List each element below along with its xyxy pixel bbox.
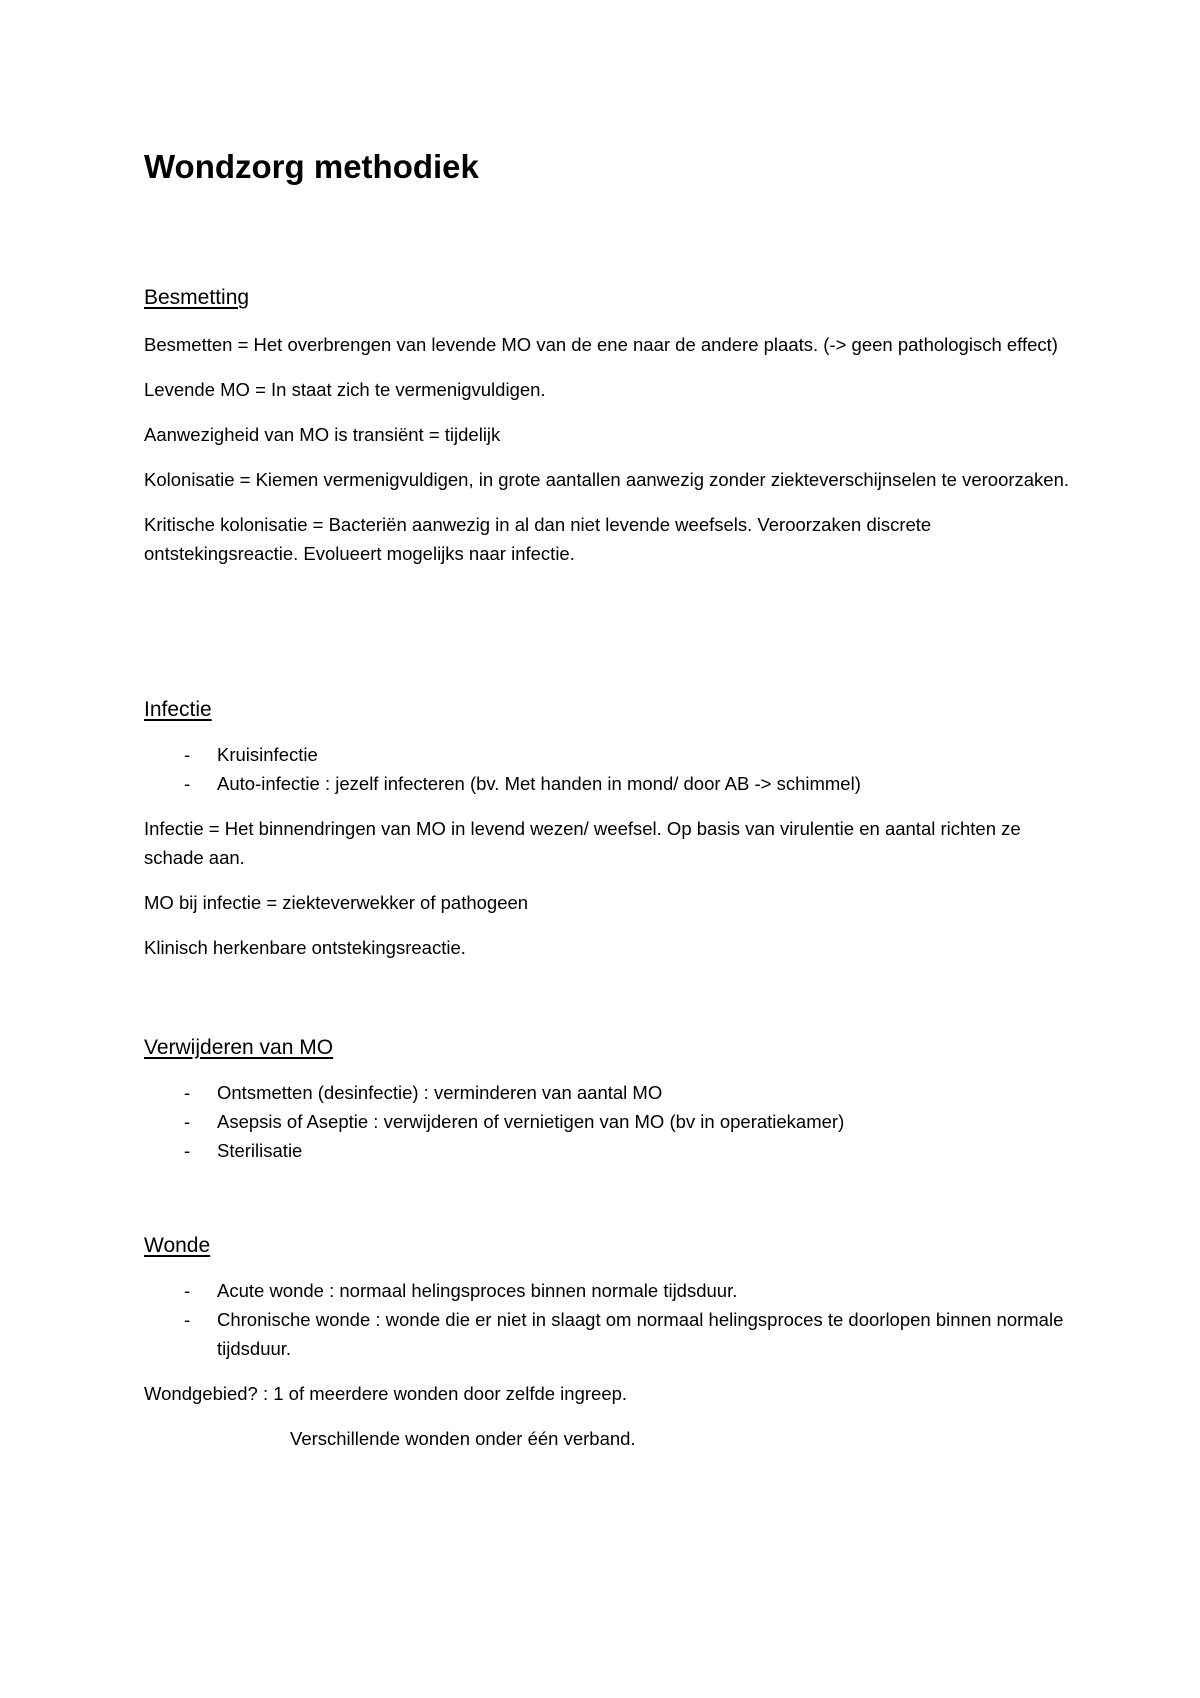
bullet-list [144, 740, 1074, 798]
bullet-list [144, 1276, 1074, 1363]
list-item-text: Ontsmetten (desinfectie) : verminderen van aantal MO [217, 1082, 663, 1103]
bullet-dash: - [184, 1082, 191, 1103]
bullet-dash: - [184, 773, 191, 794]
paragraph: Infectie = Het binnendringen van MO in levend wezen/ weefsel. Op basis van virulentie en aantal richten ze schade aan. [144, 818, 1021, 868]
paragraph: Kolonisatie = Kiemen vermenigvuldigen, in grote aantallen aanwezig zonder ziekteverschijnselen te veroorzaken. [144, 469, 1070, 490]
list-item [144, 1078, 1074, 1107]
list-item-text: Sterilisatie [217, 1140, 303, 1161]
section-besmetting [144, 284, 1074, 568]
bullet-list [144, 1078, 1074, 1165]
section-wonde [144, 1232, 1074, 1453]
paragraph: Kritische kolonisatie = Bacteriën aanwezig in al dan niet levende weefsels. Veroorzaken discrete ontstekingsreactie. Evolueert mogelijks naar infectie. [144, 514, 932, 564]
list-item [144, 1276, 1074, 1305]
list-item-text: Asepsis of Aseptie : verwijderen of vernietigen van MO (bv in operatiekamer) [217, 1111, 845, 1132]
list-item-text: Auto-infectie : jezelf infecteren (bv. Met handen in mond/ door AB -> schimmel) [217, 773, 861, 794]
bullet-dash: - [184, 1309, 191, 1330]
list-item [144, 1136, 1074, 1165]
paragraph: Besmetten = Het overbrengen van levende MO van de ene naar de andere plaats. (-> geen pathologisch effect) [144, 334, 1058, 355]
section-verwijderen [144, 1034, 1074, 1165]
page-title: Wondzorg methodiek [144, 148, 479, 185]
bullet-dash: - [184, 1140, 191, 1161]
bullet-dash: - [184, 1280, 191, 1301]
section-heading-verwijderen: Verwijderen van MO [144, 1036, 334, 1059]
list-item [144, 769, 1074, 798]
paragraph: Levende MO = In staat zich te vermenigvuldigen. [144, 379, 546, 400]
paragraph: Klinisch herkenbare ontstekingsreactie. [144, 937, 466, 958]
bullet-dash: - [184, 1111, 191, 1132]
paragraph: Aanwezigheid van MO is transiënt = tijdelijk [144, 424, 501, 445]
section-heading-infectie: Infectie [144, 698, 212, 721]
paragraph: Verschillende wonden onder één verband. [290, 1428, 636, 1449]
paragraph: Wondgebied? : 1 of meerdere wonden door zelfde ingreep. [144, 1383, 628, 1404]
list-item-text: Acute wonde : normaal helingsproces binnen normale tijdsduur. [217, 1280, 738, 1301]
list-item [144, 1107, 1074, 1136]
paragraph: MO bij infectie = ziekteverwekker of pathogeen [144, 892, 529, 913]
list-item [144, 1305, 1074, 1363]
list-item-text: Kruisinfectie [217, 744, 318, 765]
section-heading-wonde: Wonde [144, 1234, 211, 1257]
section-infectie [144, 696, 1074, 962]
bullet-dash: - [184, 744, 191, 765]
list-item [144, 740, 1074, 769]
list-item-text: Chronische wonde : wonde die er niet in slaagt om normaal helingsproces te doorlopen binnen normale tijdsduur. [217, 1309, 1064, 1359]
section-heading-besmetting: Besmetting [144, 286, 250, 309]
